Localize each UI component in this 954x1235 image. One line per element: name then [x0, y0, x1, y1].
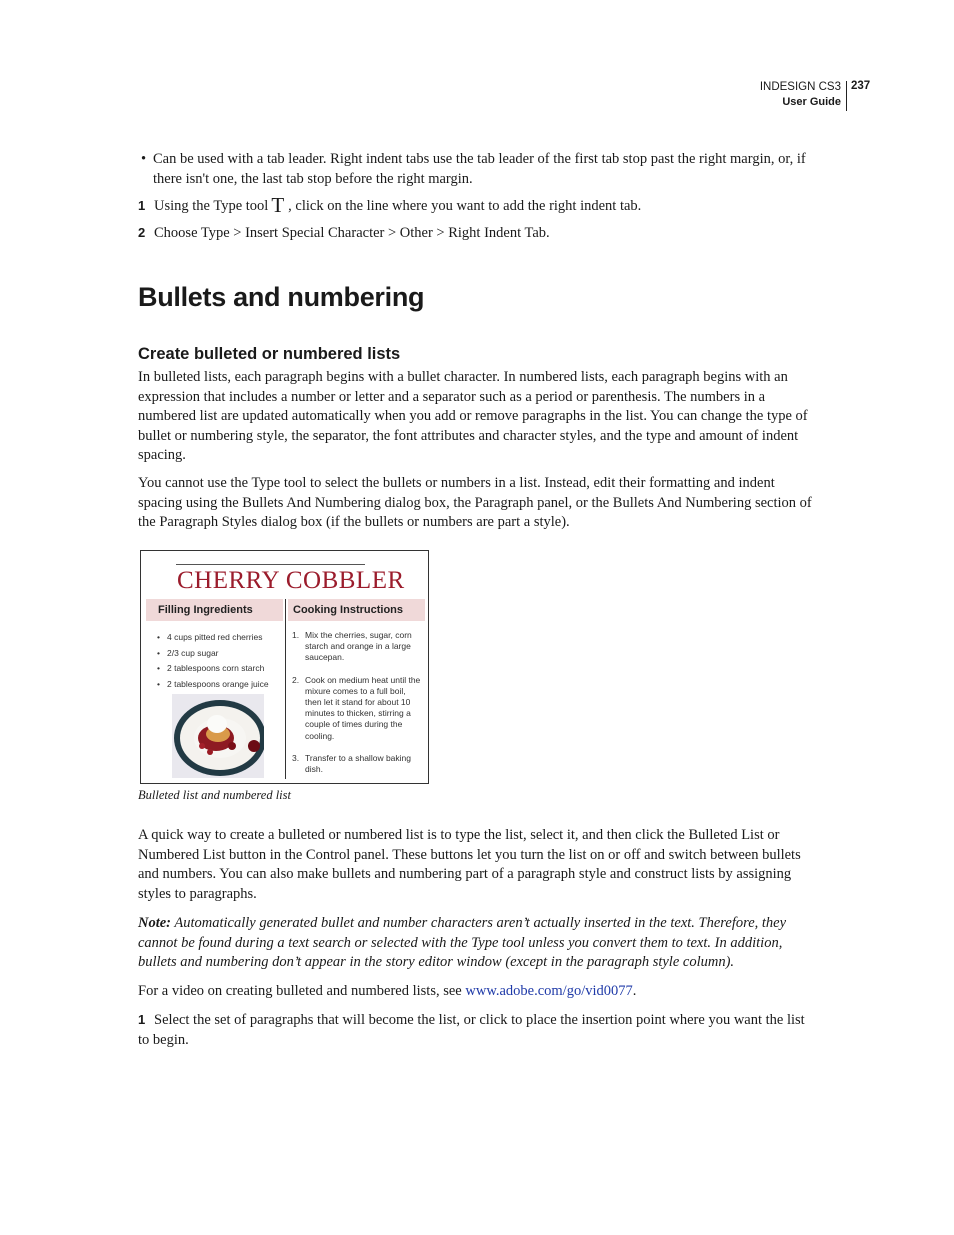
instruction-text: Transfer to a shallow baking dish. — [305, 752, 411, 775]
header-rule — [846, 81, 847, 111]
ingredient-text: 2 tablespoons orange juice — [167, 678, 269, 689]
figure-title: CHERRY COBBLER — [177, 567, 405, 594]
step-number: 2 — [138, 225, 146, 240]
figure-caption: Bulleted list and numbered list — [138, 788, 291, 802]
step-1 — [138, 193, 816, 217]
instruction-text: Mix the cherries, sugar, corn starch and orange in a large saucepan. — [305, 630, 412, 663]
note-paragraph — [138, 914, 816, 973]
instruction-number: 2. — [292, 674, 300, 685]
list-item — [292, 753, 424, 775]
cobbler-photo — [172, 694, 264, 778]
video-link[interactable]: www.adobe.com/go/vid0077 — [465, 983, 633, 999]
video-text-end: . — [632, 983, 637, 999]
step-2-text: Choose Type > Insert Special Character > Other > Right Indent Tab. — [154, 225, 550, 241]
list-item — [292, 675, 424, 742]
type-tool-icon: T — [271, 193, 285, 217]
instruction-number: 3. — [292, 752, 300, 763]
ingredient-text: 4 cups pitted red cherries — [167, 632, 263, 642]
instruction-text: Cook on medium heat until the mixure comes to a full boil, then let it stand for about 10 minutes to thicken, stirring a couple of times during the cooling. — [305, 674, 421, 741]
ingredient-text: 2 tablespoons corn starch — [167, 663, 265, 673]
list-item — [292, 630, 424, 664]
ingredients-list — [157, 630, 269, 692]
step-bottom-1 — [138, 1010, 816, 1050]
instruction-number: 1. — [292, 630, 300, 640]
step-number: 1 — [138, 198, 146, 213]
step-1-text-after: , click on the line where you want to add the right indent tab. — [288, 198, 642, 214]
figure-title-rule — [176, 564, 365, 565]
paragraph-2: You cannot use the Type tool to select the bullets or numbers in a list. Instead, edit their formatting and indent spacing using the Bullets And Numbering dialog box, the Paragraph panel, or the Bullets And Numbering section of the Paragraph Styles dialog box (if the bullets or numbers are part a style). — [138, 475, 812, 531]
ingredient-text: 2/3 cup sugar — [167, 647, 219, 658]
step-bottom-text: Select the set of paragraphs that will become the list, or click to place the insertion point where you want the list to begin. — [138, 1012, 805, 1048]
header-product: INDESIGN CS3 — [759, 81, 841, 93]
section-heading: Bullets and numbering — [138, 282, 425, 312]
instructions-list — [292, 630, 424, 786]
step-number: 1 — [138, 1012, 146, 1027]
recipe-figure — [140, 550, 429, 784]
running-header — [760, 80, 847, 110]
intro-bullet-text: Can be used with a tab leader. Right indent tabs use the tab leader of the first tab stop past the right margin, or, if there isn't one, the last tab stop before the right margin. — [153, 151, 806, 187]
list-item: • 4 cups pitted red cherries — [157, 632, 263, 642]
note-text: Automatically generated bullet and number characters aren’t actually inserted in the text. Therefore, they cannot be found during a text search or selected with the Type tool unless you convert them to text. In addition, bullets and numbering don’t appear in the story editor window (except in the paragraph style column). — [138, 915, 787, 971]
note-label: Note: — [138, 915, 172, 931]
intro-bullet-item — [138, 150, 816, 189]
ingredients-header: Filling Ingredients — [146, 599, 283, 621]
video-paragraph — [138, 982, 816, 1002]
list-item: • 2 tablespoons corn starch — [157, 663, 265, 673]
bullet-marker: • — [141, 151, 147, 167]
page-number: 237 — [851, 80, 871, 92]
paragraph-1: In bulleted lists, each paragraph begins with a bullet character. In numbered lists, each paragraph begins with an expression that includes a number or letter and a separator such as a period or parenthesis. The numbers in a numbered list are updated automatically when you add or remove paragraphs in the list. You can change the type of bullet or numbering style, the separator, the font attributes and character styles, and the type and amount of indent spacing. — [138, 369, 808, 464]
paragraph-3: A quick way to create a bulleted or numbered list is to type the list, select it, and then click the Bulleted List or Numbered List button in the Control panel. These buttons let you turn the list on or off and switch between bullets and numbers. You can also make bullets and numbering part of a paragraph style and construct lists by assigning styles to paragraphs. — [138, 827, 801, 902]
header-guide: User Guide — [782, 96, 841, 108]
instructions-header: Cooking Instructions — [288, 599, 425, 621]
list-item: • 2/3 cup sugar — [157, 647, 219, 658]
step-2 — [138, 223, 816, 244]
subsection-heading: Create bulleted or numbered lists — [138, 345, 401, 363]
list-item: • 2 tablespoons orange juice — [157, 678, 269, 689]
video-text: For a video on creating bulleted and numbered lists, see — [138, 983, 466, 999]
column-divider — [285, 599, 286, 779]
step-1-text-before: Using the Type tool — [154, 198, 269, 214]
